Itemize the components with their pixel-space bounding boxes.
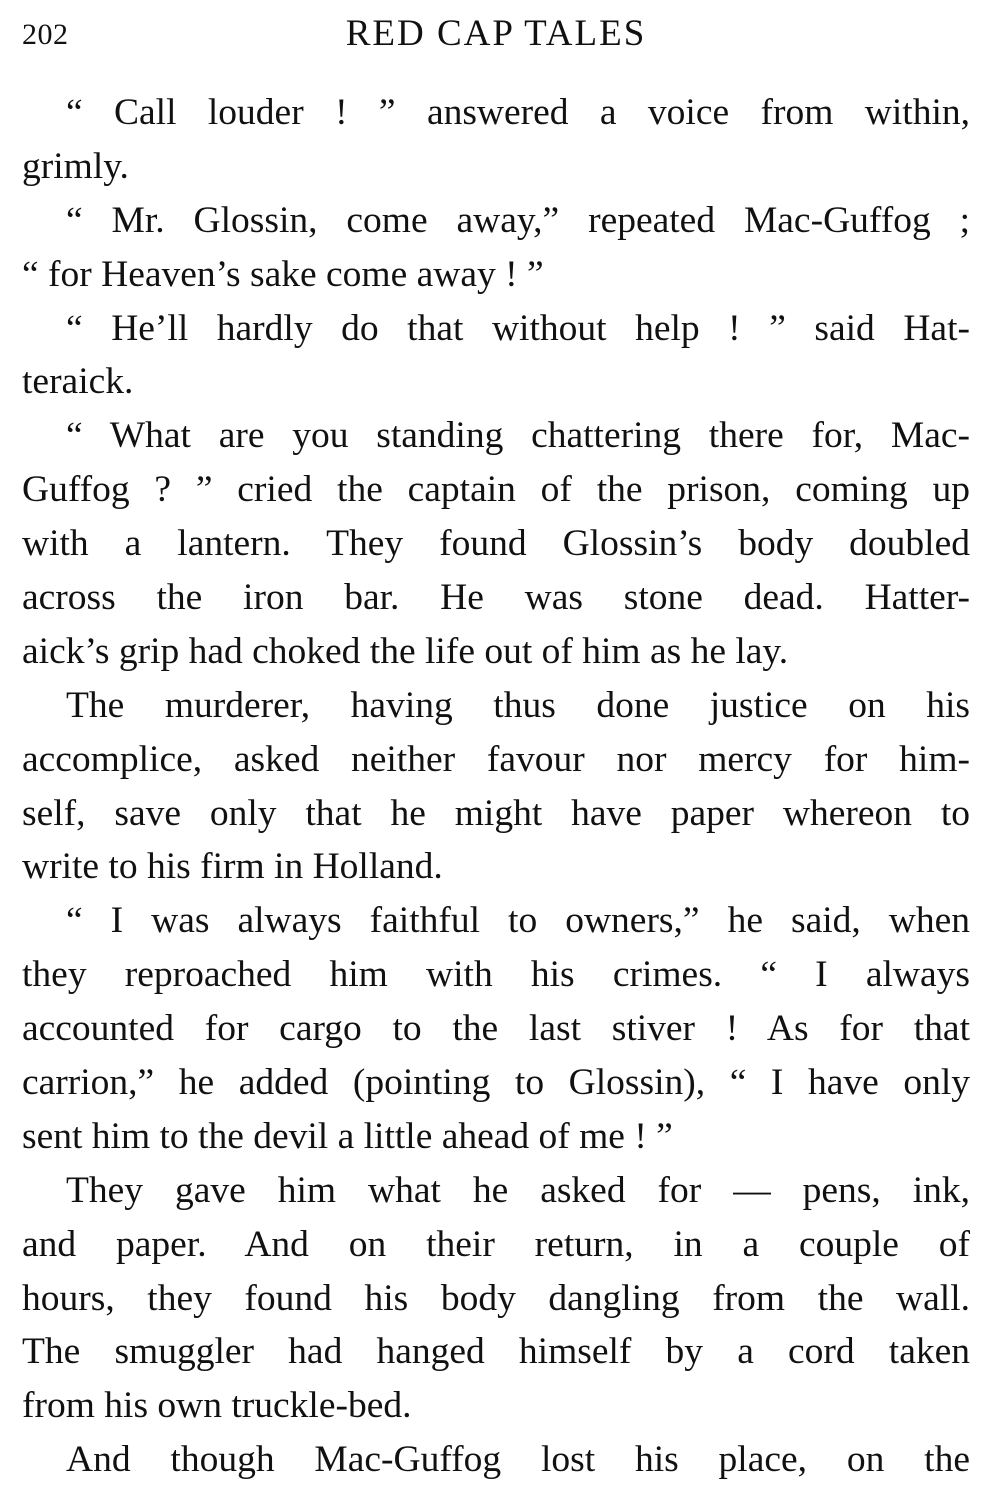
text-line: and paper. And on their return, in a couple of — [22, 1223, 970, 1265]
text-line: Guffog ? ” cried the captain of the prison, coming up — [22, 469, 970, 511]
text-line: hours, they found his body dangling from the wall. — [22, 1277, 970, 1319]
page-header — [22, 0, 970, 58]
text-line: And though Mac-Guffog lost his place, on the — [66, 1439, 970, 1481]
text-line: they reproached him with his crimes. “ I always — [22, 954, 970, 996]
text-line: “ Call louder ! ” answered a voice from within, — [66, 92, 970, 133]
text-line: The smuggler had hanged himself by a cord taken — [22, 1331, 970, 1373]
text-line: “ I was always faithful to owners,” he said, when — [66, 900, 970, 942]
text-line: across the iron bar. He was stone dead. Hatter- — [22, 577, 970, 619]
text-line: “ He’ll hardly do that without help ! ” said Hat- — [66, 307, 970, 349]
text-line: sent him to the devil a little ahead of me ! ” — [22, 1115, 673, 1157]
text-line: teraick. — [22, 361, 134, 403]
body-text — [22, 86, 970, 1487]
text-line: accomplice, asked neither favour nor mercy for him- — [22, 738, 970, 780]
text-line: “ Mr. Glossin, come away,” repeated Mac-Guffog ; — [66, 199, 970, 241]
text-line: from his own truckle-bed. — [22, 1385, 412, 1427]
text-line: self, save only that he might have paper whereon to — [22, 792, 970, 834]
book-page — [22, 0, 970, 1481]
text-line: The murderer, having thus done justice on his — [66, 684, 970, 726]
page-number: 202 — [22, 18, 69, 51]
text-line: write to his firm in Holland. — [22, 846, 443, 888]
running-title: RED CAP TALES — [345, 13, 647, 54]
text-line: with a lantern. They found Glossin’s body doubled — [22, 523, 970, 565]
text-line: carrion,” he added (pointing to Glossin), “ I have only — [22, 1062, 970, 1104]
text-line: aick’s grip had choked the life out of him as he lay. — [22, 630, 789, 672]
text-line: “ What are you standing chattering there for, Mac- — [66, 415, 970, 457]
text-line: They gave him what he asked for — pens, ink, — [66, 1169, 970, 1211]
text-line: “ for Heaven’s sake come away ! ” — [22, 253, 544, 295]
text-line: grimly. — [22, 145, 129, 187]
text-line: accounted for cargo to the last stiver ! As for that — [22, 1008, 970, 1050]
